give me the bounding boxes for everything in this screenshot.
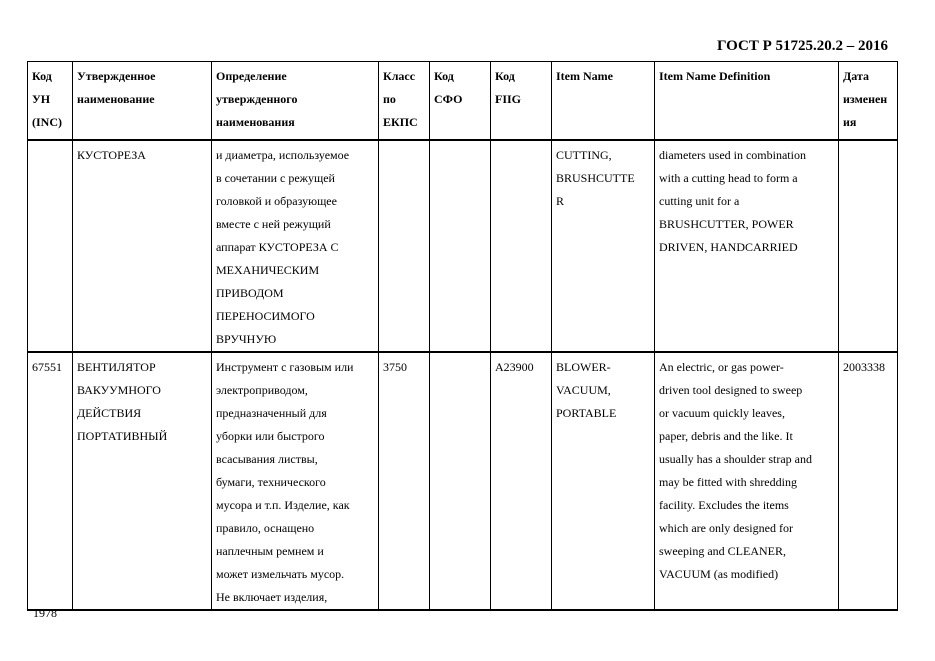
cell-line: ВРУЧНУЮ: [216, 331, 277, 346]
cell-line: VACUUM (as modified): [659, 566, 779, 581]
cell-line: CUTTING,: [556, 147, 612, 162]
cell-line: ПОРТАТИВНЫЙ: [77, 428, 168, 443]
cell-line: diameters used in combination: [659, 147, 806, 162]
cell-line: paper, debris and the like. It: [659, 428, 793, 443]
cell-line: ДЕЙСТВИЯ: [77, 405, 142, 420]
cell-line: наплечным ремнем и: [216, 543, 324, 558]
cell-line: ПЕРЕНОСИМОГО: [216, 308, 315, 323]
cell-line: уборки или быстрого: [216, 428, 325, 443]
cell-line: Код: [495, 69, 515, 83]
cell-line: 3750: [383, 359, 407, 374]
col-header-approved-name: [73, 62, 212, 140]
document-title: ГОСТ Р 51725.20.2 – 2016: [716, 38, 888, 54]
cell-name-definition-ru: [212, 140, 379, 352]
col-header-change-date: [839, 62, 898, 140]
cell-line: Утвержденное: [77, 69, 156, 83]
cell-line: DRIVEN, HANDCARRIED: [659, 239, 798, 254]
cell-approved-name: [73, 140, 212, 352]
cell-line: ПРИВОДОМ: [216, 285, 284, 300]
cell-line: Дата: [843, 69, 869, 83]
cell-line: 2003338: [843, 359, 885, 374]
cell-line: facility. Excludes the items: [659, 497, 789, 512]
cell-name-definition-ru: [212, 352, 379, 610]
cell-line: PORTABLE: [556, 405, 617, 420]
col-header-item-name-definition: [655, 62, 839, 140]
cell-line: по: [383, 92, 396, 106]
cell-line: or vacuum quickly leaves,: [659, 405, 785, 420]
cell-ekps-class: [379, 140, 430, 352]
cell-line: Item Name: [556, 69, 613, 83]
col-header-item-name: [552, 62, 655, 140]
cell-line: в сочетании с режущей: [216, 170, 335, 185]
cell-line: ВЕНТИЛЯТОР: [77, 359, 156, 374]
col-header-fiig-code: [491, 62, 552, 140]
cell-item-name: [552, 352, 655, 610]
cell-line: which are only designed for: [659, 520, 793, 535]
cell-line: наименование: [77, 92, 155, 106]
classification-table: [27, 61, 898, 611]
cell-line: головкой и образующее: [216, 193, 337, 208]
cell-line: Не включает изделия,: [216, 589, 328, 604]
cell-line: утвержденного: [216, 92, 298, 106]
cell-line: usually has a shoulder strap and: [659, 451, 812, 466]
cell-ekps-class: [379, 352, 430, 610]
col-header-inc: [28, 62, 73, 140]
cell-line: BRUSHCUTTER, POWER: [659, 216, 794, 231]
cell-line: driven tool designed to sweep: [659, 382, 803, 397]
cell-line: Инструмент с газовым или: [216, 359, 354, 374]
col-header-name-definition-ru: [212, 62, 379, 140]
cell-line: 67551: [32, 359, 62, 374]
cell-line: бумаги, технического: [216, 474, 326, 489]
cell-line: всасывания листвы,: [216, 451, 318, 466]
cell-item-name: [552, 140, 655, 352]
col-header-ekps-class: [379, 62, 430, 140]
cell-line: An electric, or gas power-: [659, 359, 784, 374]
cell-line: ВАКУУМНОГО: [77, 382, 161, 397]
cell-line: и диаметра, используемое: [216, 147, 350, 162]
cell-line: VACUUM,: [556, 382, 611, 397]
table-row: [28, 352, 898, 610]
cell-change-date: [839, 352, 898, 610]
cell-line: Класс: [383, 69, 416, 83]
cell-inc: [28, 140, 73, 352]
cell-line: КУСТОРЕЗА: [77, 147, 146, 162]
page-number: 1978: [33, 606, 57, 620]
col-header-sfo-code: [430, 62, 491, 140]
cell-sfo-code: [430, 140, 491, 352]
cell-item-name-definition: [655, 352, 839, 610]
cell-line: may be fitted with shredding: [659, 474, 797, 489]
cell-line: МЕХАНИЧЕСКИМ: [216, 262, 320, 277]
cell-line: вместе с ней режущий: [216, 216, 331, 231]
table-header-row: [28, 62, 898, 140]
cell-line: ия: [843, 115, 857, 129]
cell-line: правило, оснащено: [216, 520, 315, 535]
cell-line: with a cutting head to form a: [659, 170, 798, 185]
cell-line: мусора и т.п. Изделие, как: [216, 497, 350, 512]
table-row: [28, 140, 898, 352]
cell-line: Item Name Definition: [659, 69, 771, 83]
cell-line: электроприводом,: [216, 382, 308, 397]
cell-line: предназначенный для: [216, 405, 327, 420]
cell-line: изменен: [843, 92, 888, 106]
cell-line: BRUSHCUTTE: [556, 170, 635, 185]
cell-line: cutting unit for a: [659, 193, 740, 208]
cell-line: R: [556, 193, 565, 208]
cell-fiig-code: [491, 352, 552, 610]
cell-approved-name: [73, 352, 212, 610]
cell-line: УН: [32, 92, 51, 106]
cell-line: аппарат КУСТОРЕЗА С: [216, 239, 339, 254]
cell-line: Код: [32, 69, 52, 83]
cell-line: Определение: [216, 69, 287, 83]
cell-line: (INC): [32, 115, 62, 129]
cell-line: СФО: [434, 92, 463, 106]
cell-line: ЕКПС: [383, 115, 418, 129]
cell-line: наименования: [216, 115, 295, 129]
cell-change-date: [839, 140, 898, 352]
cell-line: sweeping and CLEANER,: [659, 543, 786, 558]
cell-inc: [28, 352, 73, 610]
cell-line: может измельчать мусор.: [216, 566, 345, 581]
cell-line: A23900: [495, 359, 534, 374]
cell-line: BLOWER-: [556, 359, 611, 374]
cell-sfo-code: [430, 352, 491, 610]
cell-fiig-code: [491, 140, 552, 352]
cell-line: Код: [434, 69, 454, 83]
cell-item-name-definition: [655, 140, 839, 352]
cell-line: FIIG: [495, 92, 522, 106]
